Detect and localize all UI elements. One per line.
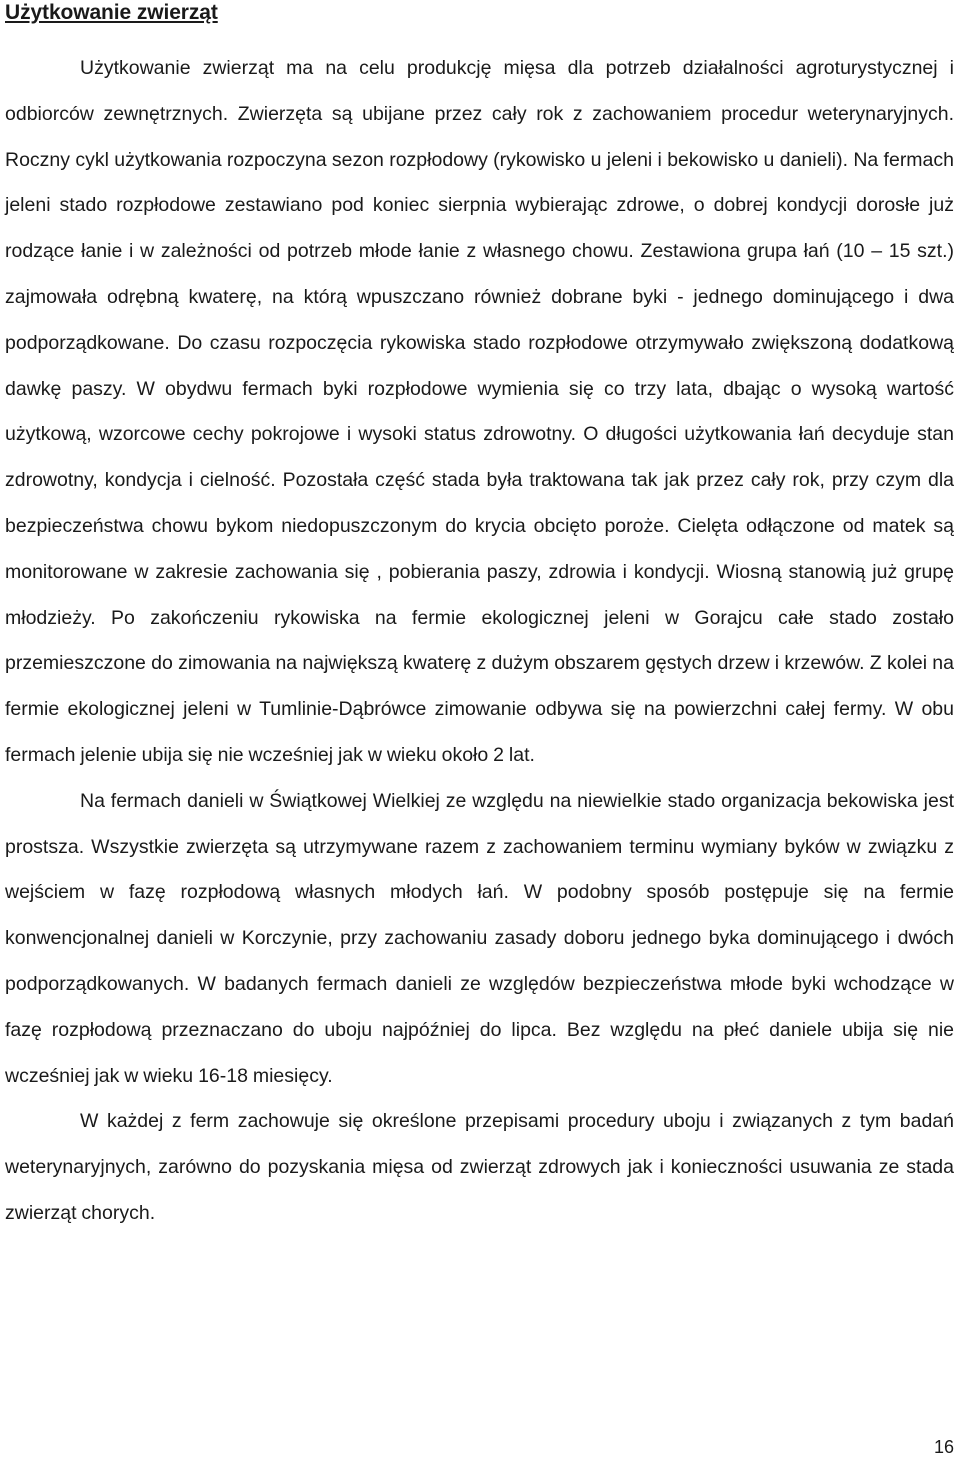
paragraph-3: W każdej z ferm zachowuje się określone przepisami procedury uboju i związanych z tym badań weterynaryjnych, zarówno do pozyskania mięsa od zwierząt zdrowych jak i konieczności usuwania ze stada zwierząt chorych. bbox=[5, 1110, 954, 1224]
body-text bbox=[5, 46, 954, 1237]
paragraph-1: Użytkowanie zwierząt ma na celu produkcję mięsa dla potrzeb działalności agroturystycznej i odbiorców zewnętrznych. Zwierzęta są ubijane przez cały rok z zachowaniem procedur weterynaryjnych. Roczny cykl użytkowania rozpoczyna sezon rozpłodowy (rykowisko u jeleni i bekowisko u danieli). Na fermach jeleni stado rozpłodowe zestawiano pod koniec sierpnia wybierając zdrowe, o dobrej kondycji dorosłe już rodzące łanie i w zależności od potrzeb młode łanie z własnego chowu. Zestawiona grupa łań (10 – 15 szt.) zajmowała odrębną kwaterę, na którą wpuszczano również dobrane byki - jednego dominującego i dwa podporządkowane. Do czasu rozpoczęcia rykowiska stado rozpłodowe otrzymywało zwiększoną dodatkową dawkę paszy. W obydwu fermach byki rozpłodowe wymienia się co trzy lata, dbając o wysoką wartość użytkową, wzorcowe cechy pokrojowe i wysoki status zdrowotny. O długości użytkowania łań decyduje stan zdrowotny, kondycja i cielność. Pozostała część stada była traktowana tak jak przez cały rok, przy czym dla bezpieczeństwa chowu bykom niedopuszczonym do krycia obcięto poroże. Cielęta odłączone od matek są monitorowane w zakresie zachowania się , pobierania paszy, zdrowia i kondycji. Wiosną stanowią już grupę młodzieży. Po zakończeniu rykowiska na fermie ekologicznej jeleni w Gorajcu całe stado zostało przemieszczone do zimowania na największą kwaterę z dużym obszarem gęstych drzew i krzewów. Z kolei na fermie ekologicznej jeleni w Tumlinie-Dąbrówce zimowanie odbywa się na powierzchni całej fermy. W obu fermach jelenie ubija się nie wcześniej jak w wieku około 2 lat. bbox=[5, 57, 954, 766]
paragraph-2: Na fermach danieli w Świątkowej Wielkiej ze względu na niewielkie stado organizacja bekowiska jest prostsza. Wszystkie zwierzęta są utrzymywane razem z zachowaniem terminu wymiany byków w związku z wejściem w fazę rozpłodową własnych młodych łań. W podobny sposób postępuje się na fermie konwencjonalnej danieli w Korczynie, przy zachowaniu zasady doboru jednego byka dominującego i dwóch podporządkowanych. W badanych fermach danieli ze względów bezpieczeństwa młode byki wchodzące w fazę rozpłodową przeznaczano do uboju najpóźniej do lipca. Bez względu na płeć daniele ubija się nie wcześniej jak w wieku 16-18 miesięcy. bbox=[5, 789, 954, 1087]
page-number: 16 bbox=[933, 1437, 954, 1457]
section-heading: Użytkowanie zwierząt bbox=[5, 1, 218, 24]
